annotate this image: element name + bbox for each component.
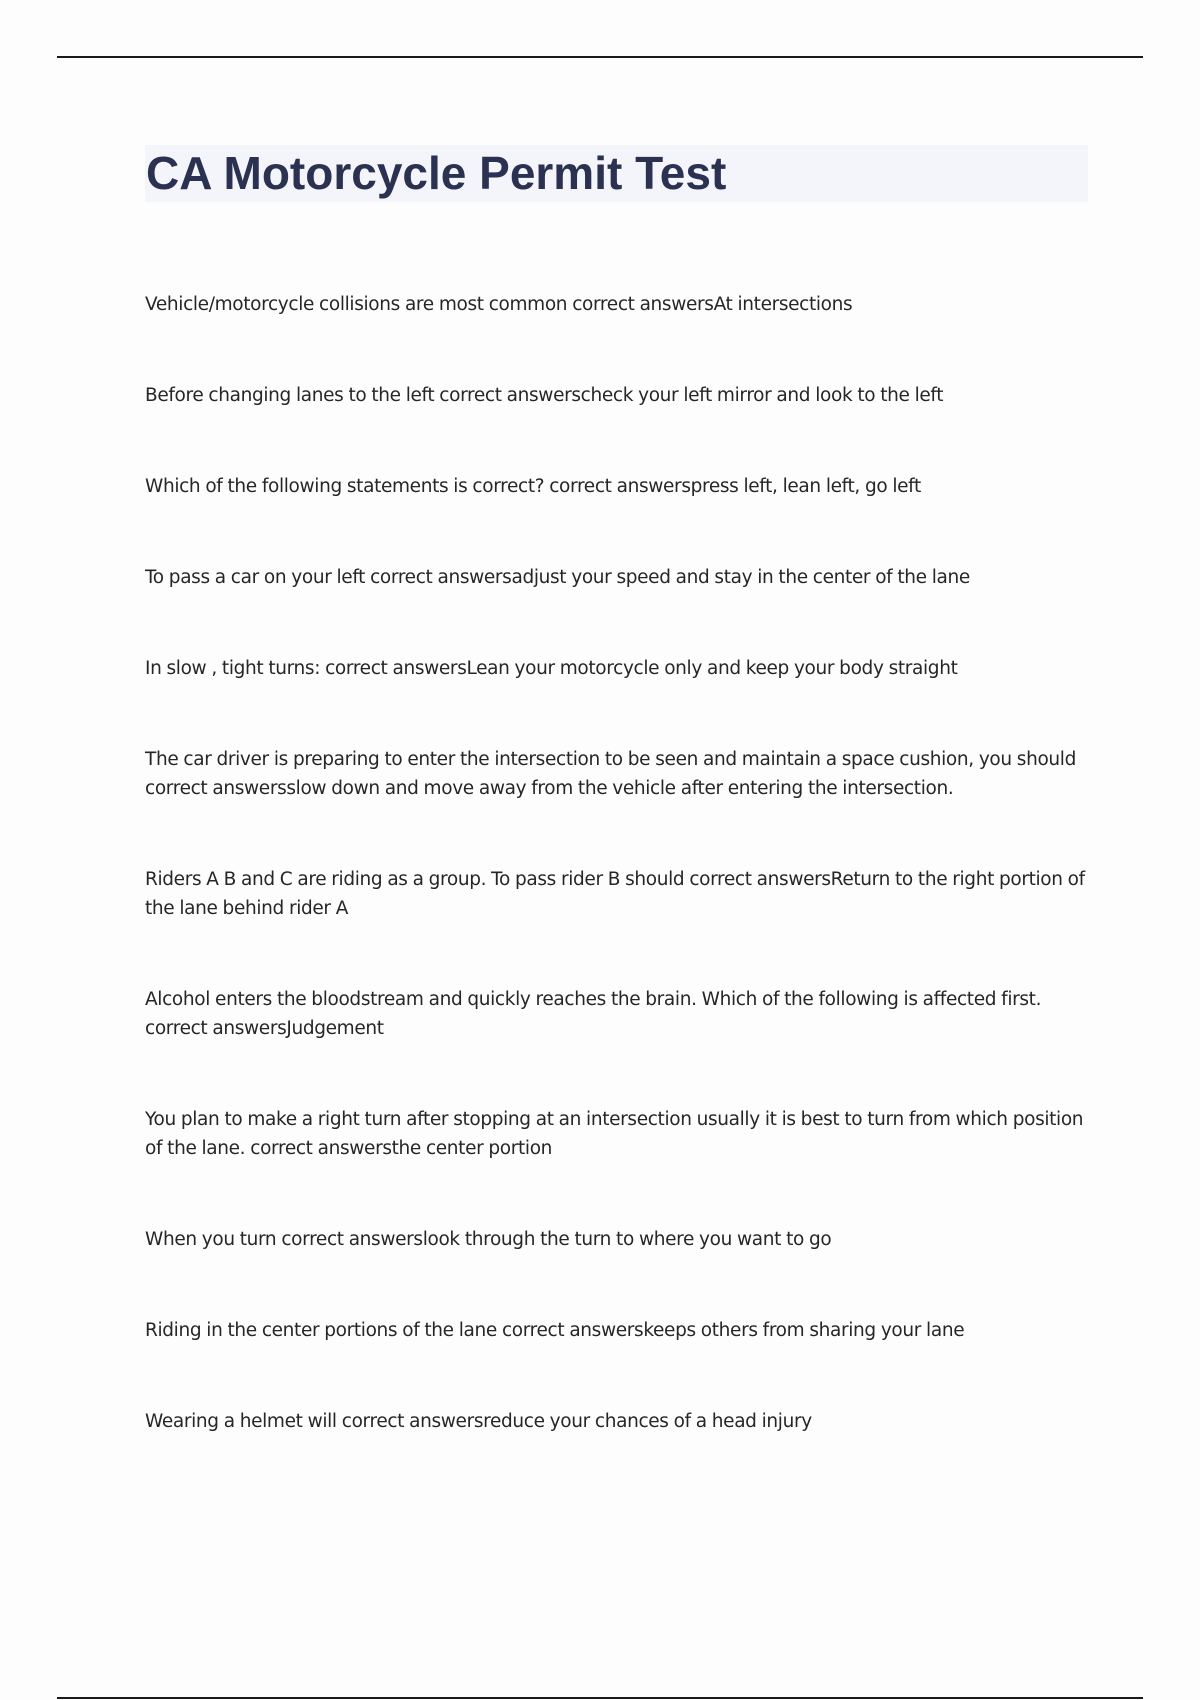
qa-item: To pass a car on your left correct answersadjust your speed and stay in the center of the lane bbox=[145, 567, 970, 588]
qa-item: Vehicle/motorcycle collisions are most common correct answersAt intersections bbox=[145, 294, 853, 315]
qa-item: Which of the following statements is correct? correct answerspress left, lean left, go left bbox=[145, 476, 921, 497]
top-rule bbox=[57, 56, 1143, 58]
page-title: CA Motorcycle Permit Test bbox=[146, 147, 727, 199]
bottom-rule bbox=[57, 1697, 1143, 1699]
qa-item: You plan to make a right turn after stopping at an intersection usually it is best to turn from which position of the lane. correct answersthe center portion bbox=[145, 1109, 1084, 1159]
qa-item: When you turn correct answerslook through the turn to where you want to go bbox=[145, 1229, 832, 1250]
qa-item: Wearing a helmet will correct answersreduce your chances of a head injury bbox=[145, 1411, 812, 1432]
qa-list bbox=[145, 290, 1090, 1436]
qa-item: Riders A B and C are riding as a group. To pass rider B should correct answersReturn to the right portion of the lane behind rider A bbox=[145, 869, 1085, 919]
qa-item: Riding in the center portions of the lane correct answerskeeps others from sharing your lane bbox=[145, 1320, 965, 1341]
qa-item: Alcohol enters the bloodstream and quickly reaches the brain. Which of the following is affected first. correct answersJudgement bbox=[145, 989, 1042, 1039]
qa-item: Before changing lanes to the left correct answerscheck your left mirror and look to the left bbox=[145, 385, 944, 406]
qa-item: The car driver is preparing to enter the intersection to be seen and maintain a space cushion, you should correct answersslow down and move away from the vehicle after entering the intersection. bbox=[145, 749, 1076, 799]
qa-item: In slow , tight turns: correct answersLean your motorcycle only and keep your body straight bbox=[145, 658, 958, 679]
